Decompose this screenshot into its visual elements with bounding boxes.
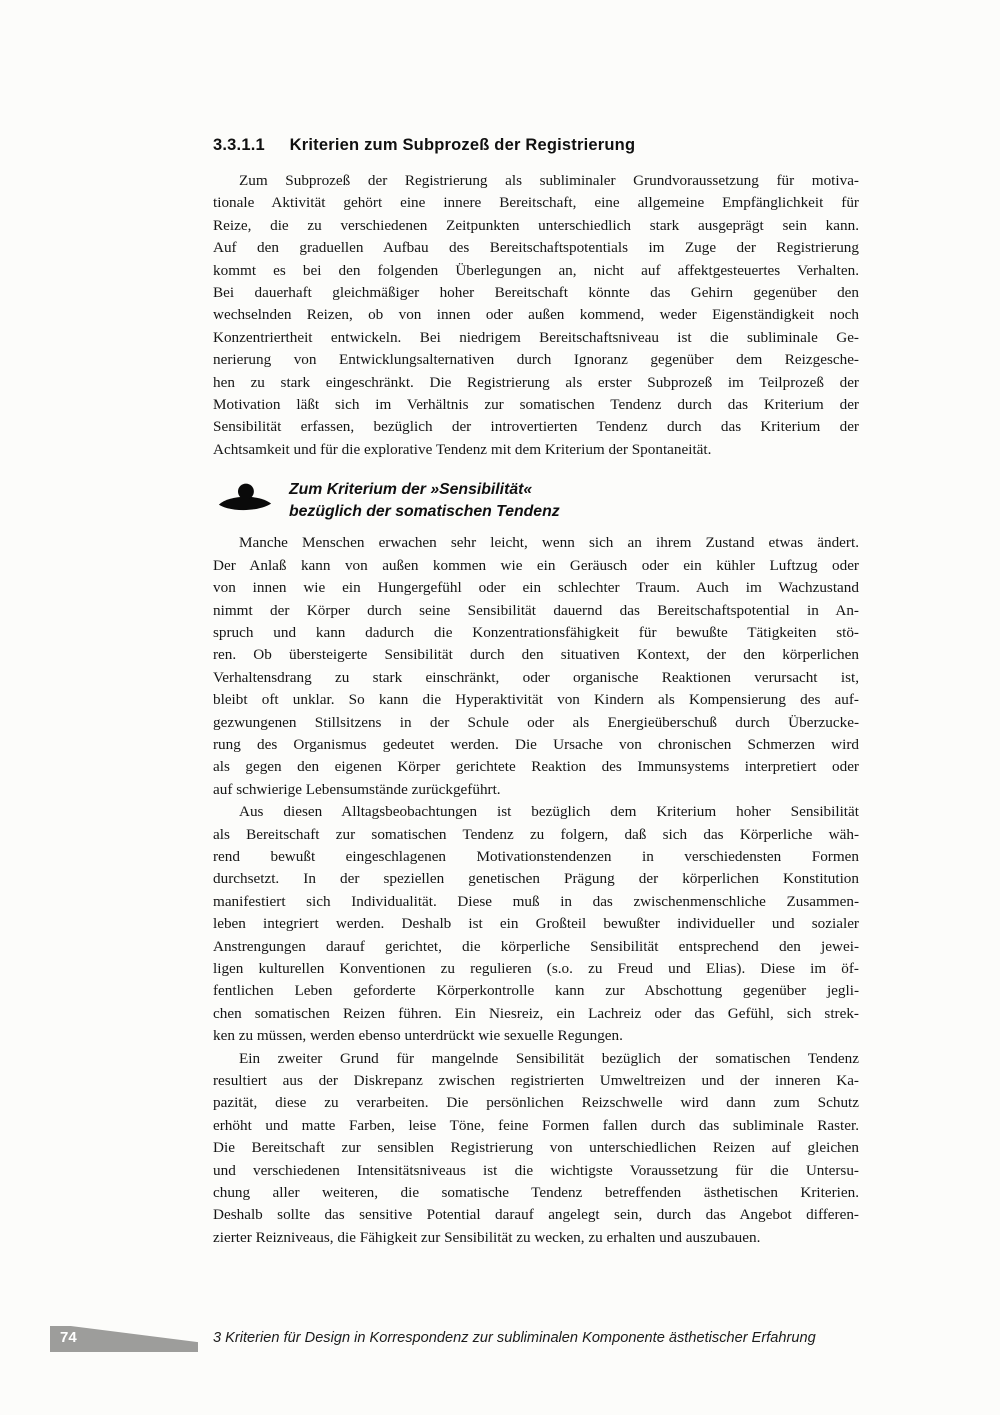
running-footer-title: 3 Kriterien für Design in Korrespondenz zur subliminalen Komponente ästhetischer Erfahrung (213, 1330, 816, 1346)
text-line: Zum Subprozeß der Registrierung als subliminaler Grundvoraussetzung für motiva- (239, 172, 859, 189)
text-line: Bei dauerhaft gleichmäßiger hoher Bereitschaft könnte das Gehirn gegenüber den (213, 284, 859, 302)
text-line: tionale Aktivität gehört eine innere Bereitschaft, eine allgemeine Empfänglichkeit für (213, 194, 859, 212)
text-line: ren. Ob übersteigerte Sensibilität durch den situativen Kontext, der den körperlichen (213, 646, 859, 664)
text-line: Anstrengungen darauf gerichtet, die körperliche Sensibilität entsprechend den jewei- (213, 937, 859, 955)
text-line: rend bewußt eingeschlagenen Motivationstendenzen in verschiedensten Formen (213, 847, 859, 865)
text-line: Verhaltensdrang zu stark einschränkt, oder organische Reaktionen verursacht ist, (213, 668, 859, 686)
text-line: Manche Menschen erwachen sehr leicht, wenn sich an ihrem Zustand etwas ändert. (239, 534, 859, 552)
text-line: bleibt oft unklar. So kann die Hyperaktivität von Kindern als Kompensierung des auf- (213, 691, 859, 709)
text-line: leben integriert werden. Deshalb ist ein Großteil bewußter individueller und sozialer (213, 915, 859, 933)
subsection-heading (289, 479, 560, 522)
text-line: kommt es bei den folgenden Überlegungen an, nicht auf affektgesteuertes Verhalten. (213, 261, 859, 279)
subsection-heading-block (213, 479, 859, 522)
text-line: Sensibilität erfassen, bezüglich der introvertierten Tendenz durch das Kriterium der (213, 418, 859, 436)
text-line: von innen wie ein Hungergefühl oder ein schlechter Traum. Auch im Wachzustand (213, 579, 859, 597)
section-number: 3.3.1.1 (213, 136, 265, 154)
paragraph (213, 1048, 859, 1250)
text-line: Reize, die zu verschiedenen Zeitpunkten unterschiedlich stark ausgeprägt sein kann. (213, 216, 859, 234)
subsection-heading-line1: Zum Kriterium der »Sensibilität« (289, 481, 533, 499)
text-line: ken zu müssen, werden ebenso unterdrückt wie sexuelle Regungen. (213, 1027, 623, 1045)
text-line: Deshalb sollte das sensitive Potential darauf angelegt sein, durch das Angebot differen- (213, 1206, 859, 1224)
text-line: manifestiert sich Individualität. Diese muß in das zwischenmenschliche Zusammen- (213, 892, 859, 910)
text-line: nimmt der Körper durch seine Sensibilität dauernd das Bereitschaftspotential in An- (213, 601, 859, 619)
text-line: pazität, diese zu verarbeiten. Die persönlichen Reizschwelle wird dann zum Schutz (213, 1094, 859, 1112)
page-number: 74 (60, 1329, 77, 1346)
text-line: Ein zweiter Grund für mangelnde Sensibilität bezüglich der somatischen Tendenz (239, 1049, 859, 1067)
text-line: nerierung von Entwicklungsalternativen durch Ignoranz gegenüber dem Reizgesche- (213, 351, 859, 369)
text-line: Konzentriertheit entwickeln. Bei niedrigem Bereitschaftsniveau ist die subliminale Ge- (213, 328, 859, 346)
text-line: als gegen den eigenen Körper gerichtete Reaktion des Immunsystems interpretiert oder (213, 758, 859, 776)
text-line: und verschiedenen Intensitätsniveaus ist die wichtigste Voraussetzung für die Untersu- (213, 1161, 859, 1179)
text-line: Aus diesen Alltagsbeobachtungen ist bezüglich dem Kriterium hoher Sensibilität (239, 803, 859, 821)
page-content (213, 136, 859, 1249)
text-line: gezwungenen Stillsitzens in der Schule oder als Energieüberschuß durch Überzucke- (213, 713, 859, 731)
paragraph (213, 801, 859, 1047)
text-line: erhöht und matte Farben, leise Töne, feine Formen fallen durch das subliminale Raster. (213, 1116, 859, 1134)
text-line: Achtsamkeit und für die explorative Tendenz mit dem Kriterium der Spontaneität. (213, 440, 712, 458)
text-line: ligen kulturellen Konventionen zu regulieren (s.o. zu Freud und Elias). Diese im öf- (213, 960, 859, 977)
text-line: Der Anlaß kann von außen kommen wie ein Geräusch oder ein kühler Luftzug oder (213, 556, 859, 574)
reclining-figure-icon (217, 481, 273, 517)
text-line: spruch und kann dadurch die Konzentrationsfähigkeit für bewußte Tätigkeiten stö- (213, 623, 859, 641)
text-line: resultiert aus der Diskrepanz zwischen registrierten Umweltreizen und der inneren Ka- (213, 1072, 859, 1090)
subsection-heading-line2: bezüglich der somatischen Tendenz (289, 502, 560, 520)
text-line: Motivation läßt sich im Verhältnis zur somatischen Tendenz durch das Kriterium der (213, 396, 859, 414)
text-line: chung aller weiteren, die somatische Tendenz betreffenden ästhetischen Kriterien. (213, 1184, 859, 1202)
text-line: chen somatischen Reizen führen. Ein Niesreiz, ein Lachreiz oder das Gefühl, sich strek- (213, 1004, 859, 1022)
text-line: auf schwierige Lebensumstände zurückgeführt. (213, 780, 501, 798)
section-heading (213, 136, 859, 155)
text-line: Die Bereitschaft zur sensiblen Registrierung von unterschiedlichen Reizen auf gleichen (213, 1139, 859, 1157)
text-line: Auf den graduellen Aufbau des Bereitschaftspotentials im Zuge der Registrierung (213, 239, 859, 257)
text-line: fentlichen Leben geforderte Körperkontrolle kann zur Abschottung gegenüber jegli- (213, 982, 859, 1000)
text-line: als Bereitschaft zur somatischen Tendenz zu folgern, daß sich das Körperliche wäh- (213, 825, 859, 843)
section-title: Kriterien zum Subprozeß der Registrierung (289, 136, 636, 154)
paragraph (213, 170, 859, 461)
paragraph (213, 532, 859, 801)
text-line: hen zu stark eingeschränkt. Die Registrierung als erster Subprozeß im Teilprozeß der (213, 373, 859, 391)
text-line: zierter Reizniveaus, die Fähigkeit zur Sensibilität zu wecken, zu erhalten und auszubauen. (213, 1228, 761, 1246)
text-line: durchsetzt. In der speziellen genetischen Prägung der körperlichen Konstitution (213, 870, 859, 888)
text-line: wechselnden Reizen, ob von innen oder außen kommend, weder Eigenständigkeit noch (213, 306, 859, 324)
text-line: rung des Organismus gedeutet werden. Die Ursache von chronischen Schmerzen wird (213, 735, 859, 753)
